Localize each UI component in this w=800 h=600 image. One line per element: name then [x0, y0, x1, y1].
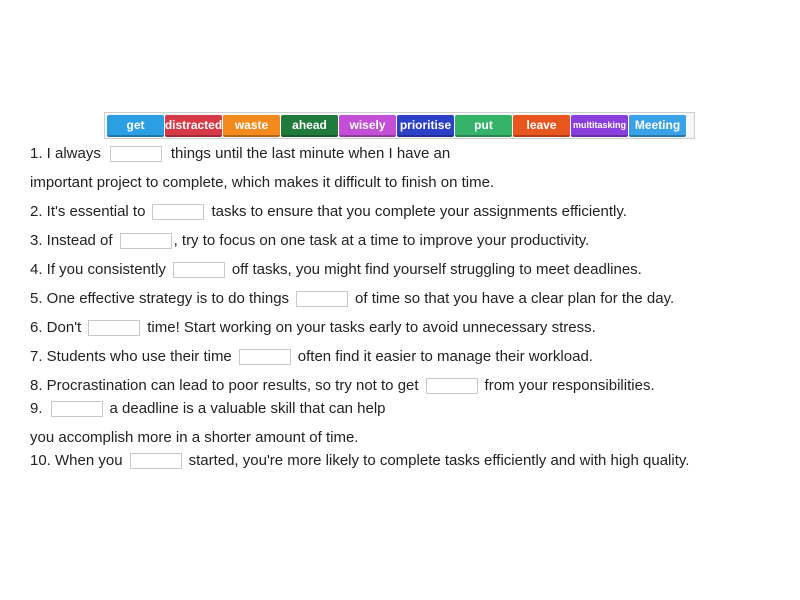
- sentence-text: 2. It's essential to: [30, 203, 146, 220]
- word-tile-wisely[interactable]: wisely: [339, 115, 396, 137]
- word-tile-multitasking[interactable]: multitasking: [571, 115, 628, 137]
- sentence-8: [30, 377, 655, 395]
- answer-slot-1[interactable]: [110, 146, 162, 162]
- sentence-9-continued: [30, 429, 358, 447]
- word-tile-put[interactable]: put: [455, 115, 512, 137]
- word-bank: [104, 112, 695, 139]
- word-tile-waste[interactable]: waste: [223, 115, 280, 137]
- sentence-text: 4. If you consistently: [30, 261, 166, 278]
- word-tile-meeting[interactable]: Meeting: [629, 115, 686, 137]
- answer-slot-3[interactable]: [120, 233, 172, 249]
- word-tile-leave[interactable]: leave: [513, 115, 570, 137]
- sentence-2: [30, 203, 627, 221]
- sentence-7: [30, 348, 593, 366]
- answer-slot-7[interactable]: [239, 349, 291, 365]
- sentence-10: [30, 452, 689, 470]
- word-tile-distracted[interactable]: distracted: [165, 115, 222, 137]
- sentence-text: a deadline is a valuable skill that can help: [109, 400, 386, 417]
- sentence-text: 3. Instead of: [30, 232, 113, 249]
- sentence-1: [30, 145, 450, 163]
- answer-slot-5[interactable]: [296, 291, 348, 307]
- sentence-3: [30, 232, 589, 250]
- sentence-4: [30, 261, 642, 279]
- sentence-text: 9.: [30, 400, 43, 417]
- sentence-6: [30, 319, 596, 337]
- word-tile-prioritise[interactable]: prioritise: [397, 115, 454, 137]
- sentence-text: you accomplish more in a shorter amount of time.: [30, 429, 359, 446]
- sentence-text: often find it easier to manage their workload.: [297, 348, 593, 365]
- sentence-text: important project to complete, which makes it difficult to finish on time.: [30, 174, 495, 191]
- sentence-text: time! Start working on your tasks early to avoid unnecessary stress.: [147, 319, 596, 336]
- sentence-text: 10. When you: [30, 452, 123, 469]
- sentence-text: off tasks, you might find yourself struggling to meet deadlines.: [231, 261, 642, 278]
- sentence-1-continued: [30, 174, 494, 192]
- sentence-5: [30, 290, 674, 308]
- answer-slot-8[interactable]: [426, 378, 478, 394]
- answer-slot-9[interactable]: [51, 401, 103, 417]
- word-tile-ahead[interactable]: ahead: [281, 115, 338, 137]
- sentence-text: tasks to ensure that you complete your assignments efficiently.: [211, 203, 627, 220]
- sentence-text: started, you're more likely to complete tasks efficiently and with high quality.: [188, 452, 690, 469]
- sentence-text: things until the last minute when I have an: [170, 145, 451, 162]
- answer-slot-2[interactable]: [152, 204, 204, 220]
- answer-slot-6[interactable]: [88, 320, 140, 336]
- sentence-text: 6. Don't: [30, 319, 82, 336]
- sentence-text: 5. One effective strategy is to do things: [30, 290, 290, 307]
- sentence-text: 7. Students who use their time: [30, 348, 232, 365]
- sentence-text: , try to focus on one task at a time to improve your productivity.: [173, 232, 590, 249]
- answer-slot-4[interactable]: [173, 262, 225, 278]
- sentence-text: from your responsibilities.: [484, 377, 655, 394]
- sentence-text: 8. Procrastination can lead to poor results, so try not to get: [30, 377, 419, 394]
- sentence-text: 1. I always: [30, 145, 101, 162]
- answer-slot-10[interactable]: [130, 453, 182, 469]
- word-tile-get[interactable]: get: [107, 115, 164, 137]
- sentence-text: of time so that you have a clear plan for the day.: [355, 290, 675, 307]
- sentence-9: [30, 400, 386, 418]
